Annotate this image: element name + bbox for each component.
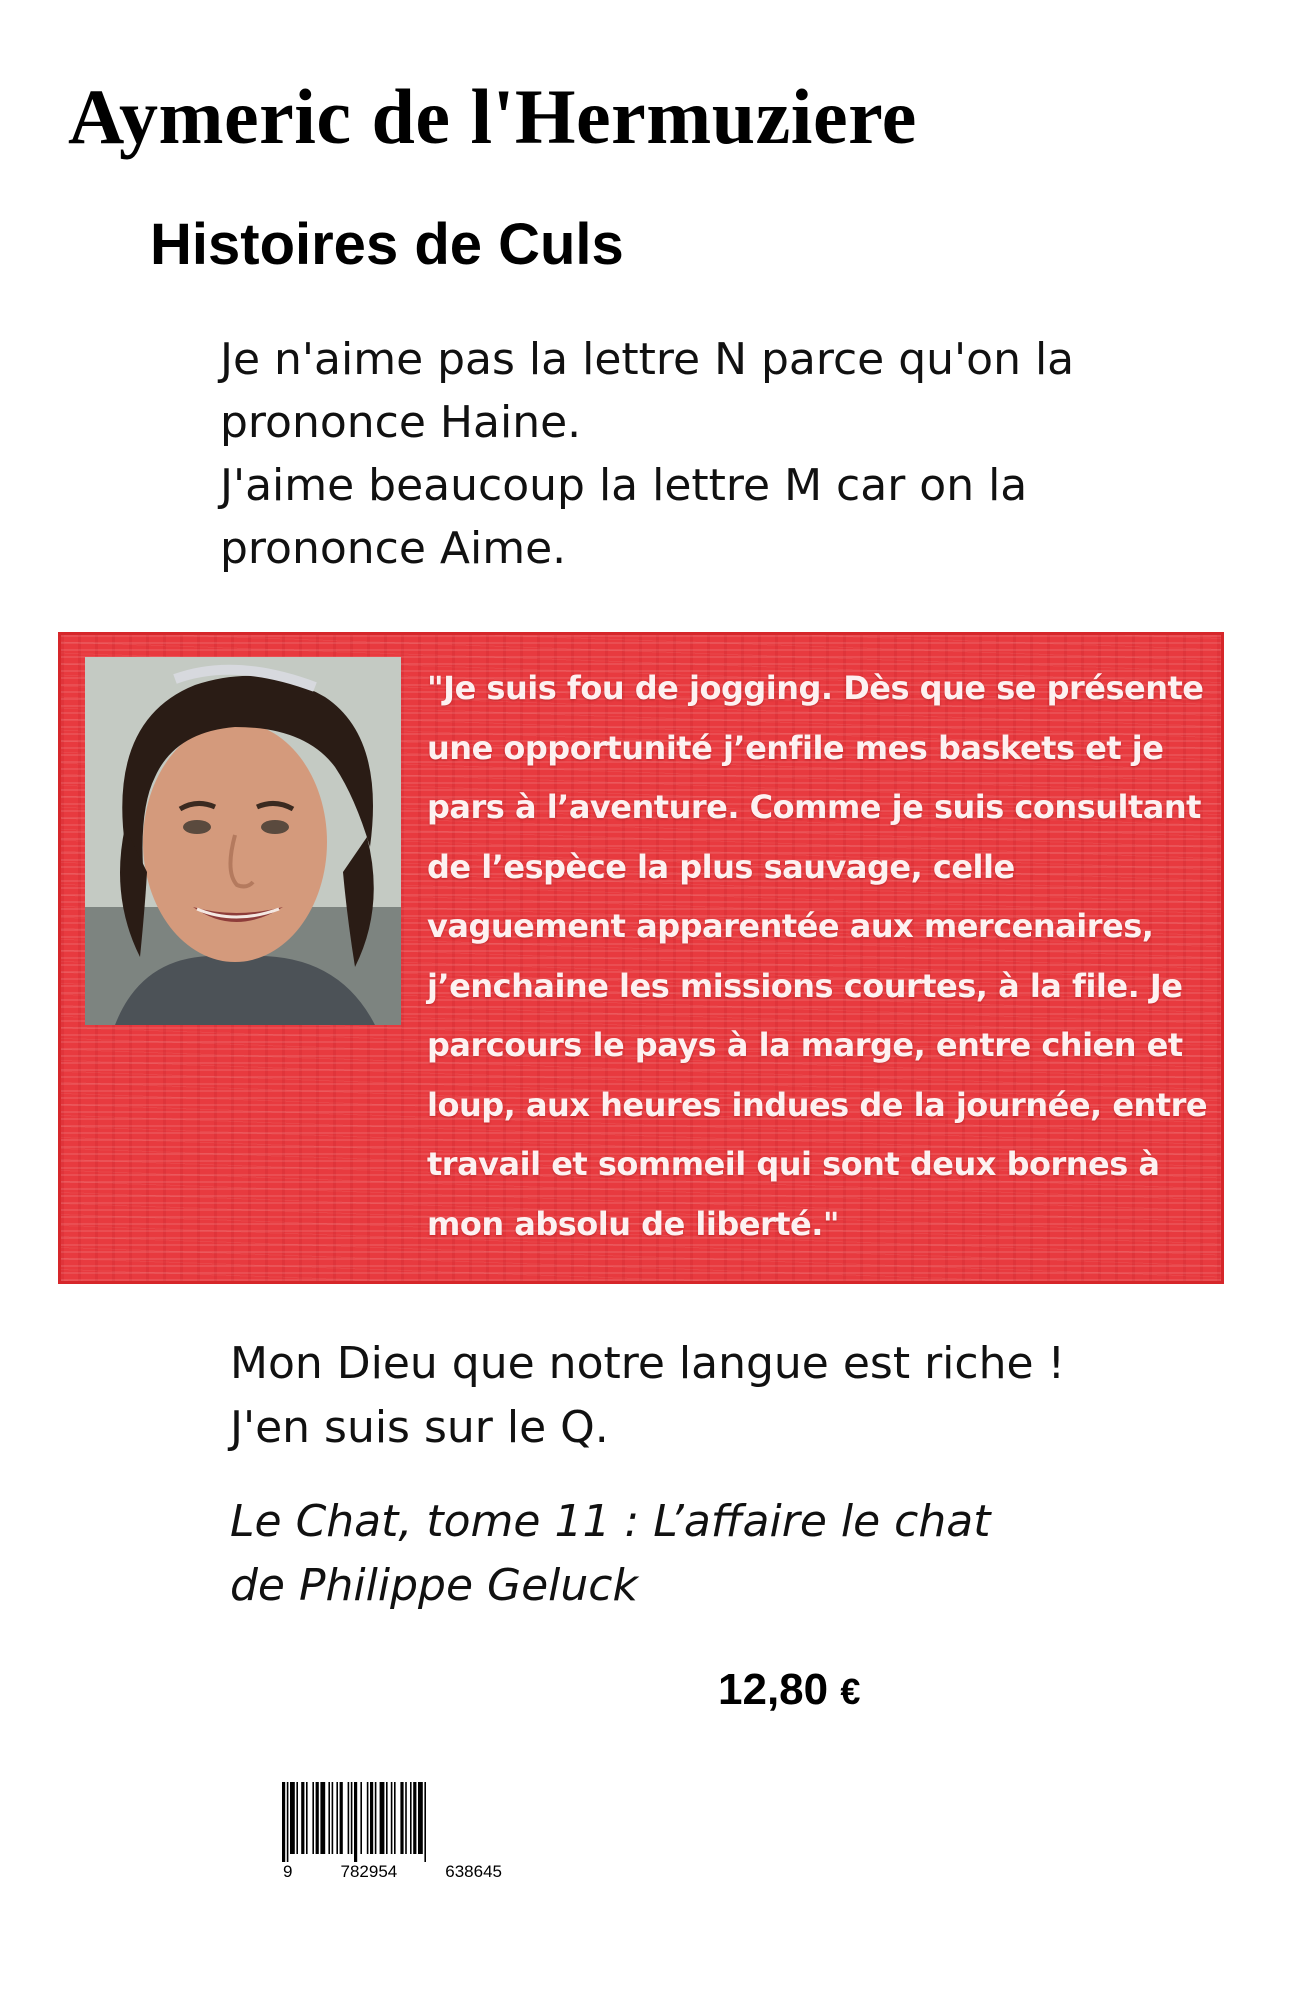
- barcode-bar: [394, 1782, 396, 1854]
- punchline-text: [230, 1332, 1190, 1460]
- isbn-part-3: 638645: [445, 1862, 502, 1881]
- barcode-bar: [351, 1782, 353, 1854]
- barcode-bar: [290, 1782, 295, 1854]
- barcode-bar: [328, 1782, 330, 1854]
- barcode-icon: [278, 1782, 503, 1862]
- barcode-bar: [316, 1782, 319, 1854]
- barcode-bar: [282, 1782, 285, 1862]
- book-title: Histoires de Culs: [150, 212, 624, 277]
- barcode-bar: [391, 1782, 393, 1854]
- punchline-line-2: J'en suis sur le Q.: [230, 1402, 609, 1453]
- barcode-bar: [296, 1782, 298, 1854]
- citation-line-2: de Philippe Geluck: [230, 1560, 638, 1611]
- isbn-part-2: 782954: [340, 1862, 398, 1881]
- intro-text: [220, 328, 1200, 580]
- citation-text: [230, 1490, 1190, 1618]
- barcode-bar: [336, 1782, 338, 1854]
- barcode-bar: [340, 1782, 343, 1854]
- author-bio-box: [58, 632, 1224, 1284]
- price-value: 12,80: [718, 1665, 829, 1714]
- barcode-bar: [418, 1782, 423, 1854]
- author-name: Aymeric de l'Hermuziere: [68, 73, 917, 160]
- barcode-bar: [348, 1782, 350, 1854]
- author-bio-quote: "Je suis fou de jogging. Dès que se présente une opportunité j’enfile mes baskets et je pars à l’aventure. Comme je suis consultant de l’espèce la plus sauvage, celle vaguement apparentée aux mercenaires, j’enchaine les missions courtes, à la file. Je parcours le pays à la marge, entre chien et loup, aux heures indues de la journée, entre travail et sommeil qui sont deux bornes à mon absolu de liberté.": [427, 669, 1208, 1243]
- author-portrait-illustration: [85, 657, 401, 1025]
- price-label: [718, 1662, 860, 1720]
- citation-line-1: Le Chat, tome 11 : L’affaire le chat: [230, 1496, 991, 1547]
- barcode-bar: [312, 1782, 314, 1854]
- barcode-bar: [354, 1782, 357, 1862]
- barcode-bar: [400, 1782, 403, 1854]
- barcode-bar: [370, 1782, 373, 1854]
- isbn-part-1: 9: [283, 1862, 293, 1881]
- barcode-bar: [380, 1782, 385, 1854]
- author-photo: [85, 657, 401, 1025]
- barcode-bar: [413, 1782, 416, 1854]
- punchline-line-1: Mon Dieu que notre langue est riche !: [230, 1338, 1066, 1389]
- barcode-bar: [375, 1782, 377, 1854]
- barcode-bar: [320, 1782, 325, 1854]
- barcode-bar: [405, 1782, 407, 1854]
- barcode-bar: [360, 1782, 362, 1854]
- barcode-bar: [287, 1782, 289, 1862]
- price-currency: €: [840, 1671, 861, 1712]
- barcode-bar: [424, 1782, 426, 1862]
- barcode-bar: [301, 1782, 304, 1854]
- barcode-bar: [332, 1782, 334, 1854]
- barcode-bar: [386, 1782, 388, 1854]
- isbn-number: [280, 1862, 505, 1882]
- barcode-bar: [306, 1782, 308, 1854]
- barcode-bar: [367, 1782, 369, 1854]
- intro-line-2: J'aime beaucoup la lettre M car on la prononce Aime.: [220, 460, 1028, 574]
- barcode-bar: [410, 1782, 412, 1854]
- intro-line-1: Je n'aime pas la lettre N parce qu'on la prononce Haine.: [220, 334, 1075, 448]
